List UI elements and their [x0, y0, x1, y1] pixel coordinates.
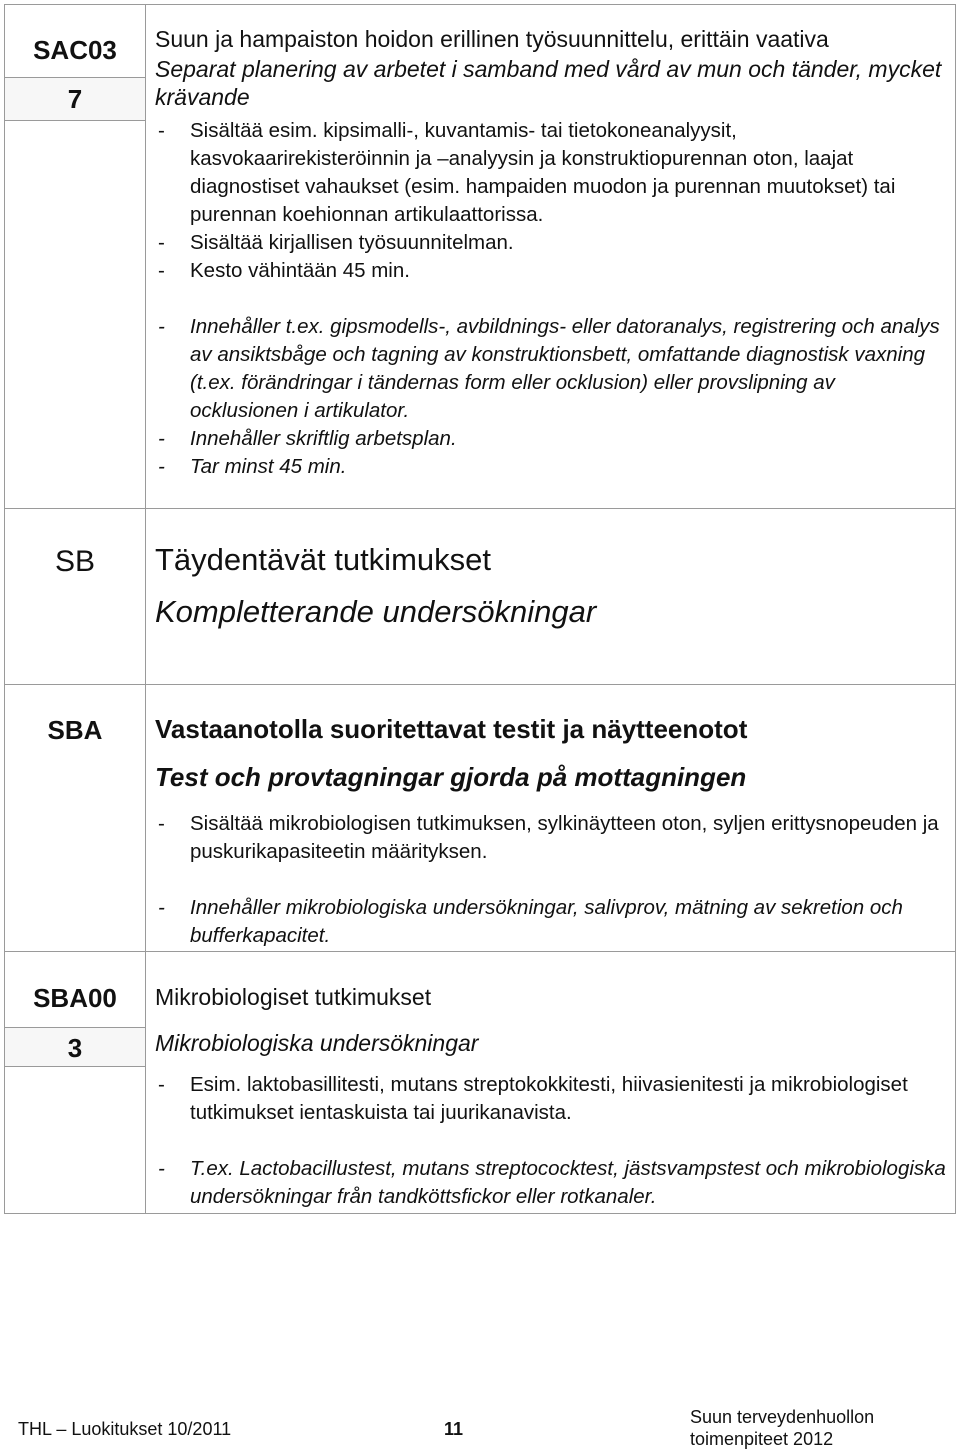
- list-item: - Esim. laktobasillitesti, mutans streptokokkitesti, hiivasienitesti ja mikrobiologiset tutkimukset ientaskuista tai juurikanavista.: [155, 1071, 947, 1127]
- content-sac03: [155, 25, 947, 481]
- list-item: - Innehåller mikrobiologiska undersökningar, salivprov, mätning av sekretion och bufferkapacitet.: [155, 894, 947, 950]
- list-item: - Sisältää esim. kipsimalli-, kuvantamis- tai tietokoneanalyysit, kasvokaarirekisteröinnin ja –analyysin ja konstruktiopurennan oton, laajat diagnostiset vahaukset (esim. hampaiden muodon ja purennan muutokset) tai purennan koehionnan artikulaattorissa.: [155, 117, 947, 229]
- row-divider: [5, 684, 955, 685]
- list-item: - Tar minst 45 min.: [155, 453, 947, 481]
- title-sv: Kompletterande undersökningar: [155, 594, 597, 629]
- column-divider: [145, 5, 146, 1213]
- page-number: 11: [444, 1419, 464, 1439]
- code-sac03: SAC03: [33, 35, 117, 65]
- points-sac03: 7: [5, 77, 145, 121]
- fi-list: [155, 117, 947, 285]
- list-item: - T.ex. Lactobacillustest, mutans streptococktest, jästsvampstest och mikrobiologiska undersökningar från tandköttsfickor eller rotkanaler.: [155, 1155, 947, 1211]
- sv-list: [155, 894, 947, 950]
- content-sba00: [155, 983, 947, 1211]
- list-item: - Sisältää mikrobiologisen tutkimuksen, sylkinäytteen oton, syljen erittysnopeuden ja puskurikapasiteetin määrityksen.: [155, 810, 947, 866]
- fi-list: [155, 810, 947, 866]
- code-sba00: SBA00: [33, 983, 117, 1013]
- footer-left: THL – Luokitukset 10/2011: [18, 1419, 232, 1439]
- list-item: - Sisältää kirjallisen työsuunnitelman.: [155, 229, 947, 257]
- list-item: - Innehåller skriftlig arbetsplan.: [155, 425, 947, 453]
- code-sb: SB: [54, 545, 96, 578]
- list-item: - Innehåller t.ex. gipsmodells-, avbildnings- eller datoranalys, registrering och analys av ansiktsbåge och tagning av konstruktionsbett, omfattande diagnostisk vaxning (t.ex. förändringar i tändernas form eller ocklusion) eller provslipning av ocklusionen i artikulator.: [155, 313, 947, 425]
- title-sv: Mikrobiologiska undersökningar: [155, 1030, 479, 1056]
- row-divider: [5, 508, 955, 509]
- title-fi: Mikrobiologiset tutkimukset: [155, 984, 432, 1010]
- fi-list: [155, 1071, 947, 1127]
- points-sba00: 3: [5, 1027, 145, 1067]
- title-fi: Vastaanotolla suoritettavat testit ja näytteenotot: [155, 714, 748, 744]
- content-sba: [155, 712, 947, 950]
- sv-list: [155, 313, 947, 481]
- procedure-table: [4, 4, 956, 1214]
- title-fi: Täydentävät tutkimukset: [155, 542, 491, 577]
- footer-right: Suun terveydenhuollon toimenpiteet 2012: [690, 1407, 875, 1449]
- code-sba: SBA: [47, 715, 103, 745]
- sv-list: [155, 1155, 947, 1211]
- list-item: - Kesto vähintään 45 min.: [155, 257, 947, 285]
- title-sv: Test och provtagningar gjorda på mottagningen: [155, 762, 747, 792]
- row-divider: [5, 951, 955, 952]
- title-fi: Suun ja hampaiston hoidon erillinen työsuunnittelu, erittäin vaativa: [155, 26, 829, 52]
- content-sb: [155, 540, 947, 632]
- title-sv: Separat planering av arbetet i samband med vård av mun och tänder, mycket krävande: [155, 56, 942, 110]
